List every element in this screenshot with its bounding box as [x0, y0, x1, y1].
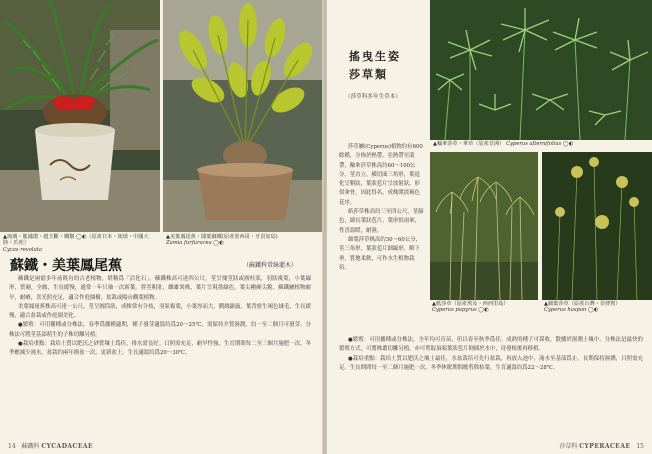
cyperus-alternifolius-photo [430, 0, 652, 140]
left-paragraph: 美葉鳳尾蕉株高可達一公尺，莖呈圓筒狀，成株常有分枝，羽狀複葉，小葉厚而大，側緣鋸齒，葉背密生褐色絨毛，生長緩慢，適合盆栽或作庭園美化。 [9, 303, 311, 320]
left-paragraph: 蘇鐵是兩億多年前既有的古老植物，堪稱爲「活化石」。蘇鐵株高可達四公尺，莖呈塊莖狀或圓柱狀，羽狀複葉，小葉線形，質硬，全緣，生長緩慢，通常一年只抽一次新葉。幹莖粗壯，雌雄異株，葉片呈現墨綠色，葉尖剛硬尖銳。蘇鐵屬植物耐旱，耐瘠，喜光照充足，適合作庭園樹，盆栽或陽台觀葉植物。 [9, 276, 311, 301]
left-title: 蘇鐵・美葉鳳尾蕉 [10, 258, 122, 274]
left-subtitle: （蘇鐵科常綠灌木） [243, 262, 298, 269]
right-body [339, 336, 643, 428]
cycas-photo [0, 0, 160, 232]
zamia-caption: ▲美葉鳳尾蕉・闊葉蘇鐵(原產墨西哥・牙買加島) Zamia furfuracea ◯◐ [166, 234, 278, 247]
right-title-line1: 搖曳生姿 [349, 50, 401, 63]
page-number: 14 [8, 443, 16, 450]
cyperus-papyrus-caption: ▲紙莎草（原產埃及・西西里島） Cyperus papyrus ◯◐ [432, 301, 509, 314]
left-paragraph: ●繁殖：可用播種或分株法，春季爲播種適期，種子發芽適溫約爲20～25℃，需保持介質濕潤，約一至二個月可發芽。分株法可將莖基部萌生的子株切離另植。 [9, 322, 311, 338]
left-footer: 14 蘇鐵科 CYCADACEAE [8, 443, 94, 450]
right-subtitle: （莎草科多年生草本） [345, 94, 401, 100]
right-title-line2: 莎草類 [349, 68, 388, 81]
left-page [0, 0, 323, 454]
page-number: 15 [636, 443, 644, 450]
intro-paragraph: 細葉莎草株高約30～60公分，莖三角形，葉狀苞片細線形，略下垂，質地柔軟，可作水生植物栽培。 [339, 236, 422, 271]
cycas-caption: ▲琉璃・龍鳳環・趙夫斷・鐵樹 ◯◐（原產日本・琉球・中國大陸・爪哇） Cycas revoluta [3, 234, 149, 253]
right-page [327, 0, 652, 454]
zamia-photo [163, 0, 323, 232]
cyperus-papyrus-photo [430, 152, 538, 300]
right-paragraph: ●繁殖：可用播種或分株法，全年均可育苗，但以春至秋季爲佳。成熟的種子可採收，散播於濕潤土壤中。分株法是最快的繁殖方式，可將株叢切離另植，亦可剪取頂端葉狀苞片倒插於水中，待發根後再移植。 [339, 337, 643, 353]
right-intro [339, 143, 425, 336]
intro-paragraph: 莎草屬(Cyperus)植物約有600餘種，分佈於熱帶，亞熱帶至溫帶，輪傘莎草株高約60～100公分，莖直立，橫切面三角形，葉退化呈鞘狀，葉狀苞片呈放射狀，形似傘骨，因此得名，成株開淡褐色花序。 [339, 144, 423, 206]
left-body [9, 275, 311, 425]
cyperus-haspan-caption: ▲細葉莎草（原產台灣・菲律賓） Cyperus haspan ◯◐ [544, 301, 621, 314]
left-paragraph: ●栽培重點：栽培土質以肥沃之砂質壤土爲佳，排水需良好。日照需充足，耐旱性強。生育期間每二至三個月施肥一次。冬季應減少澆水，盆栽約兩年換盆一次，更新盆土。生長適溫約爲20～30℃。 [9, 341, 311, 357]
intro-paragraph: 紙莎草株高約三至四公尺，莖綠色，細長葉狀苞片，葉形似雨傘，性喜溫暖，耐濕。 [339, 209, 424, 234]
cyperus-haspan-photo [542, 152, 652, 300]
right-paragraph: ●栽培重點：栽培土質以肥沃之壤土最佳，水盆栽培可先行盆栽，再放入池中，淹水至基部爲止。長期保持濕潤，日照需充足。生長期間每一至二個月施肥一次，冬季休眠期間應剪除枯葉。生育適溫約爲22～28℃。 [339, 355, 643, 371]
right-footer: 莎草科 CYPERACEAE 15 [559, 443, 644, 450]
cyperus-alternifolius-caption: ▲輪傘莎草・傘草（原產非洲） Cyperus alternifolius ◯◐ [433, 141, 574, 147]
